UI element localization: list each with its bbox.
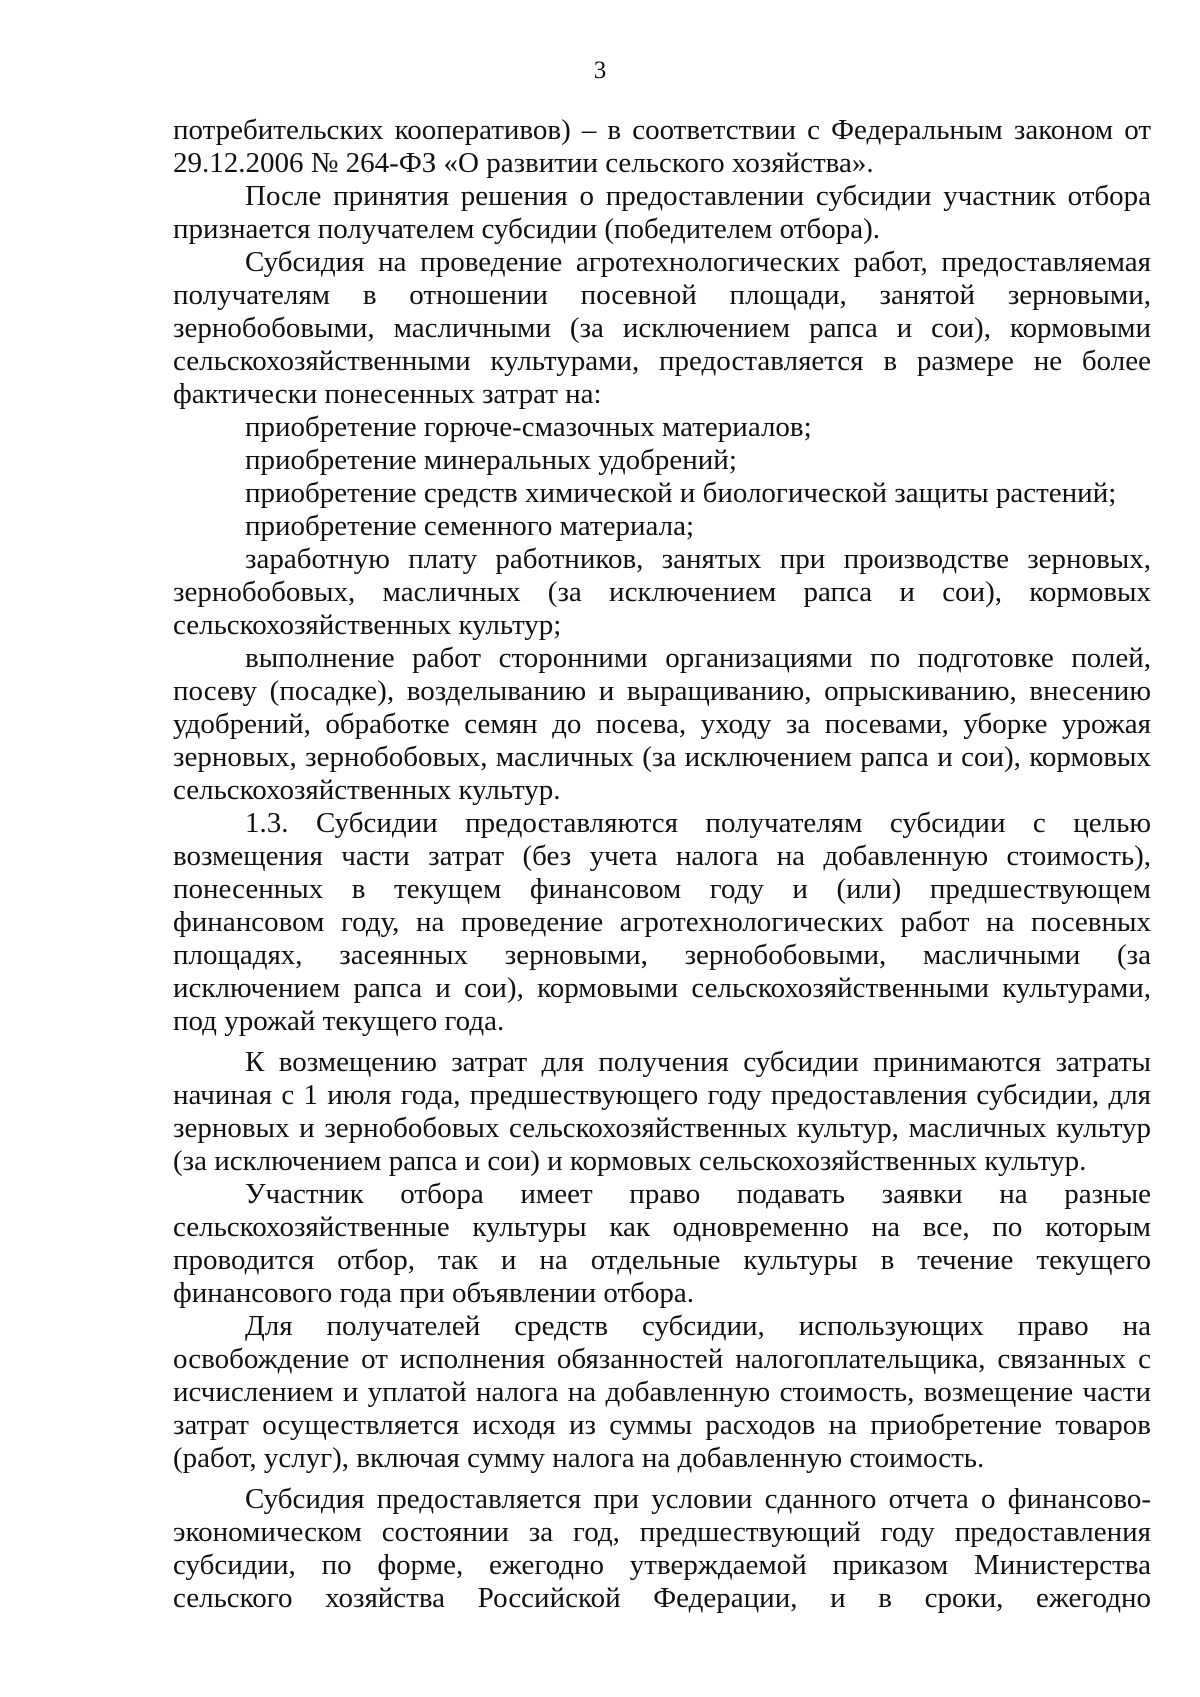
paragraph-vat-exempt: Для получателей средств субсидии, использующих право на освобождение от исполнения обязанностей налогоплательщика, связанных с исчислением и уплатой налога на добавленную стоимость, возмещение части затрат осуществляется исходя из суммы расходов на приобретение товаров (работ, услуг), включая сумму налога на добавленную стоимость. — [173, 1310, 1151, 1474]
list-item-plant-protection: приобретение средств химической и биологической защиты растений; — [245, 477, 1117, 509]
paragraph-subsidy-scope: Субсидия на проведение агротехнологических работ, предоставляемая получателям в отношении посевной площади, занятой зерновыми, зернобобовыми, масличными (за исключением рапса и сои), кормовыми сельскохозяйственными культурами, предоставляется в размере не более фактически понесенных затрат на: — [173, 246, 1151, 410]
paragraph-applications: Участник отбора имеет право подавать заявки на разные сельскохозяйственные культуры как одновременно на все, по которым проводится отбор, так и на отдельные культуры в течение текущего финансового года при объявлении отбора. — [173, 1178, 1151, 1309]
paragraph-cost-reimbursement-start: К возмещению затрат для получения субсидии принимаются затраты начиная с 1 июля года, предшествующего году предоставления субсидии, для зерновых и зернобобовых сельскохозяйственных культур, масличных культур (за исключением рапса и сои) и кормовых сельскохозяйственных культур. — [173, 1046, 1151, 1177]
list-item-wages: заработную плату работников, занятых при производстве зерновых, зернобобовых, масличных (за исключением рапса и сои), кормовых сельскохозяйственных культур; — [173, 543, 1151, 641]
list-item-fuel: приобретение горюче-смазочных материалов; — [245, 411, 812, 443]
list-item-fertilizers: приобретение минеральных удобрений; — [245, 444, 737, 476]
list-item-contractor-works: выполнение работ сторонними организациями по подготовке полей, посеву (посадке), возделыванию и выращиванию, опрыскиванию, внесению удобрений, обработке семян до посева, уходу за посевами, уборке урожая зерновых, зернобобовых, масличных (за исключением рапса и сои), кормовых сельскохозяйственных культур. — [173, 642, 1151, 806]
paragraph-section-1-3: 1.3. Субсидии предоставляются получателям субсидии с целью возмещения части затрат (без учета налога на добавленную стоимость), понесенных в текущем финансовом году и (или) предшествующем финансовом году, на проведение агротехнологических работ на посевных площадях, засеянных зерновыми, зернобобовыми, масличными (за исключением рапса и сои), кормовыми сельскохозяйственными культурами, под урожай текущего года. — [173, 807, 1151, 1037]
paragraph-report-condition: Субсидия предоставляется при условии сданного отчета о финансово-экономическом состоянии за год, предшествующий году предоставления субсидии, по форме, ежегодно утверждаемой приказом Министерства сельского хозяйства Российской Федерации, и в сроки, ежегодно — [173, 1483, 1151, 1614]
paragraph-cooperatives-law: потребительских кооперативов) – в соответствии с Федеральным законом от 29.12.2006 № 264-ФЗ «О развитии сельского хозяйства». — [173, 114, 1151, 179]
paragraph-recipient-status: После принятия решения о предоставлении субсидии участник отбора признается получателем субсидии (победителем отбора). — [173, 180, 1151, 245]
list-item-seed-material: приобретение семенного материала; — [245, 510, 695, 542]
body-text — [173, 114, 1151, 1615]
page-number: 3 — [593, 57, 607, 84]
